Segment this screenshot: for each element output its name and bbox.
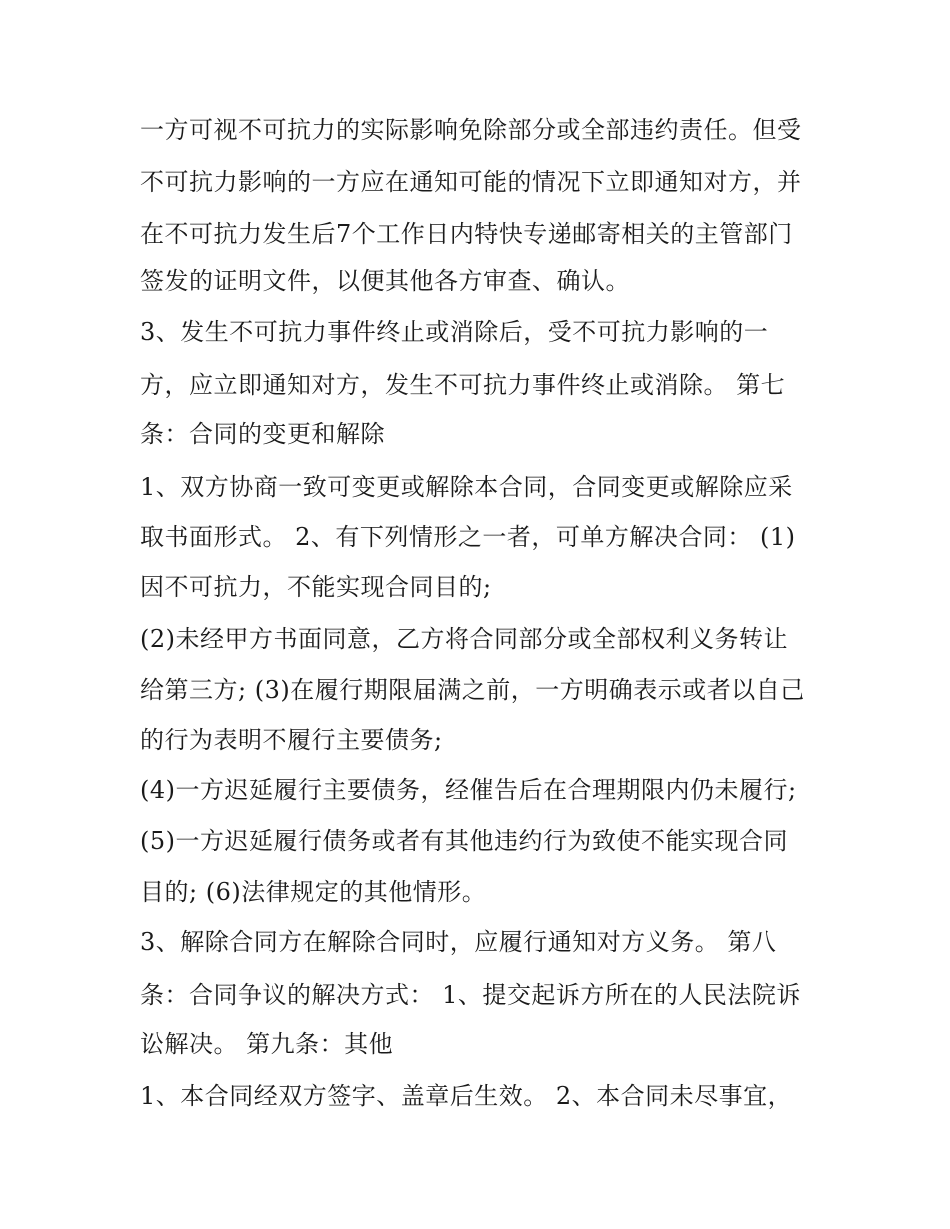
text-line: 方，应立即通知对方，发生不可抗力事件终止或消除。 第七 <box>140 371 786 399</box>
text-line: 1、双方协商一致可变更或解除本合同，合同变更或解除应采 <box>140 473 793 501</box>
text-line: 3、发生不可抗力事件终止或消除后，受不可抗力影响的一 <box>140 318 769 346</box>
text-line: 不可抗力影响的一方应在通知可能的情况下立即通知对方，并 <box>140 168 802 196</box>
text-line: 取书面形式。 2、有下列情形之一者，可单方解决合同： (1) <box>140 523 796 551</box>
text-line: 签发的证明文件，以便其他各方审查、确认。 <box>140 267 630 295</box>
text-line: 讼解决。 第九条：其他 <box>140 1030 394 1058</box>
text-line: 1、本合同经双方签字、盖章后生效。 2、本合同未尽事宜， <box>140 1082 793 1110</box>
text-line: (5)一方迟延履行债务或者有其他违约行为致使不能实现合同 <box>140 827 788 855</box>
text-line: 因不可抗力，不能实现合同目的; <box>140 573 492 601</box>
text-line: 的行为表明不履行主要债务; <box>140 726 443 754</box>
text-line: 给第三方; (3)在履行期限届满之前，一方明确表示或者以自己 <box>140 676 805 704</box>
text-line: 在不可抗力发生后7个工作日内特快专递邮寄相关的主管部门 <box>140 220 793 248</box>
text-line: 条：合同争议的解决方式： 1、提交起诉方所在的人民法院诉 <box>140 981 801 1009</box>
text-line: 一方可视不可抗力的实际影响免除部分或全部违约责任。但受 <box>140 116 802 144</box>
text-line: 目的; (6)法律规定的其他情形。 <box>140 878 487 906</box>
text-line: 3、解除合同方在解除合同时，应履行通知对方义务。 第八 <box>140 928 777 956</box>
text-line: (4)一方迟延履行主要债务，经催告后在合理期限内仍未履行; <box>140 776 797 804</box>
text-line: (2)未经甲方书面同意，乙方将合同部分或全部权利义务转让 <box>140 625 788 653</box>
text-line: 条：合同的变更和解除 <box>140 420 385 448</box>
